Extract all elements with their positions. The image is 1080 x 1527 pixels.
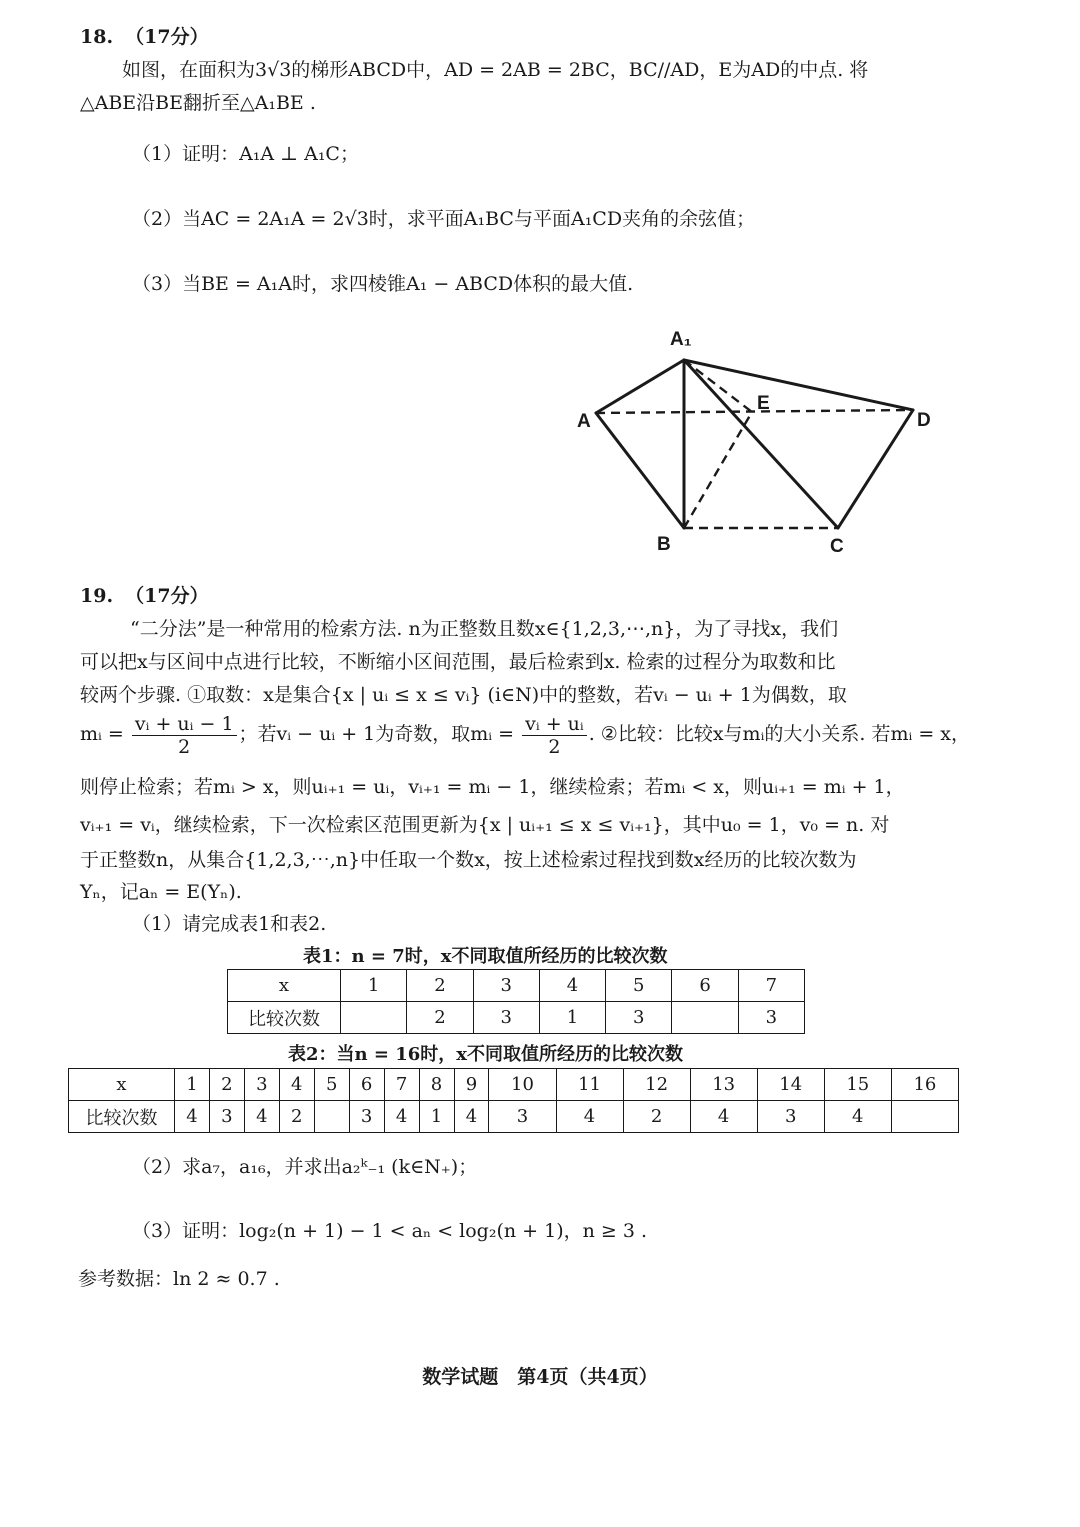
q19-line8: Yₙ，记aₙ = E(Yₙ). [80,881,242,903]
table2-x-6: 6 [349,1069,384,1101]
table2-row-count [69,1101,959,1133]
table2-count-3: 4 [244,1101,279,1133]
table2-x-13: 13 [690,1069,757,1101]
fraction-1 [132,713,237,758]
edge-a-b [596,413,684,528]
table2-count-7: 4 [384,1101,419,1133]
label-a1: A₁ [670,329,692,350]
table1-caption: 表1：n = 7时，x不同取值所经历的比较次数 [303,946,668,967]
table2-row-x [69,1069,959,1101]
table2-x-16: 16 [891,1069,958,1101]
table2-x-4: 4 [279,1069,314,1101]
table1-x-5: 5 [606,970,672,1002]
table2-x-5: 5 [314,1069,349,1101]
table2-x-12: 12 [623,1069,690,1101]
q19-part3: （3）证明：log₂(n + 1) − 1 < aₙ < log₂(n + 1)，n ≥ 3 . [132,1220,648,1242]
table2-header-x: x [69,1069,175,1101]
table2-count-8: 1 [419,1101,454,1133]
q18-number: 18. [80,26,114,48]
table2-count-13: 4 [690,1101,757,1133]
q19-line1: “二分法”是一种常用的检索方法. n为正整数且数x∈{1,2,3,⋯,n}，为了寻找x，我们 [130,618,839,640]
q19-line4-c: . ②比较：比较x与mᵢ的大小关系. 若mᵢ = x， [588,723,971,745]
table2-count-4: 2 [279,1101,314,1133]
table2-x-7: 7 [384,1069,419,1101]
q18-stem-line1: 如图，在面积为3√3的梯形ABCD中，AD = 2AB = 2BC，BC//AD，E为AD的中点. 将 [122,59,869,81]
fraction-1-denominator: 2 [178,735,191,758]
q19-score: （17分） [125,585,209,607]
q18-part3: （3）当BE = A₁A时，求四棱锥A₁ − ABCD体积的最大值. [132,273,634,295]
table2-x-9: 9 [454,1069,489,1101]
table2-count-9: 4 [454,1101,489,1133]
table1-count-3: 3 [473,1002,539,1034]
q19-number: 19. [80,585,114,607]
table2-count-14: 3 [757,1101,824,1133]
table1-count-1[interactable] [341,1002,407,1034]
table2-count-1: 4 [175,1101,210,1133]
table1-x-2: 2 [407,970,473,1002]
q19-line5: 则停止检索；若mᵢ > x，则uᵢ₊₁ = uᵢ，vᵢ₊₁ = mᵢ − 1，继续检索；若mᵢ < x，则uᵢ₊₁ = mᵢ + 1， [80,776,905,798]
label-a: A [577,411,591,432]
table2-x-15: 15 [824,1069,891,1101]
q19-header [80,584,209,608]
q18-figure [560,320,960,560]
edge-a-d-dashed [596,410,913,413]
q18-score: （17分） [125,26,209,48]
table2-count-16[interactable] [891,1101,958,1133]
label-c: C [830,536,844,557]
table1-count-6[interactable] [672,1002,738,1034]
edge-a1-d [684,360,913,410]
table1-x-3: 3 [473,970,539,1002]
table2-header-count: 比较次数 [69,1101,175,1133]
table2-count-2: 3 [209,1101,244,1133]
table2-x-1: 1 [175,1069,210,1101]
table1-count-4: 1 [539,1002,605,1034]
table1-count-5: 3 [606,1002,672,1034]
reference-data: 参考数据：ln 2 ≈ 0.7 . [78,1268,280,1290]
table1-header-count: 比较次数 [228,1002,341,1034]
table2-count-15: 4 [824,1101,891,1133]
label-e: E [757,393,770,414]
table1-count-7: 3 [738,1002,804,1034]
q19-line3: 较两个步骤. ①取数：x是集合{x | uᵢ ≤ x ≤ vᵢ} (i∈N)中的整数，若vᵢ − uᵢ + 1为偶数，取 [80,684,847,706]
table1-row-x [228,970,805,1002]
q18-part1: （1）证明：A₁A ⊥ A₁C； [132,143,359,165]
edge-a1-c [684,360,838,528]
edge-d-c [838,410,913,528]
table1-count-2: 2 [407,1002,473,1034]
q18-part2: （2）当AC = 2A₁A = 2√3时，求平面A₁BC与平面A₁CD夹角的余弦值； [132,208,756,230]
fraction-2-denominator: 2 [548,735,561,758]
label-b: B [657,534,671,555]
table2-count-6: 3 [349,1101,384,1133]
label-d: D [917,410,931,431]
q19-line2: 可以把x与区间中点进行比较，不断缩小区间范围，最后检索到x. 检索的过程分为取数和比 [80,651,836,673]
q19-line4-a: mᵢ = [80,723,130,745]
table2-caption: 表2：当n = 16时，x不同取值所经历的比较次数 [288,1044,684,1065]
table1-x-1: 1 [341,970,407,1002]
q18-stem-line2: △ABE沿BE翻折至△A₁BE . [80,92,316,114]
table2-count-5[interactable] [314,1101,349,1133]
table2-x-8: 8 [419,1069,454,1101]
fraction-1-numerator: vᵢ + uᵢ − 1 [132,713,237,736]
fraction-2-numerator: vᵢ + uᵢ [522,713,587,736]
table2-x-14: 14 [757,1069,824,1101]
table2-x-3: 3 [244,1069,279,1101]
table2-count-10: 3 [489,1101,556,1133]
page-footer: 数学试题 第4页（共4页） [422,1366,658,1388]
table1-x-6: 6 [672,970,738,1002]
table1-x-7: 7 [738,970,804,1002]
table2 [68,1068,959,1133]
q18-header [80,25,209,49]
table1 [227,969,805,1034]
q19-line4-b: ；若vᵢ − uᵢ + 1为奇数，取mᵢ = [238,723,521,745]
q19-line6: vᵢ₊₁ = vᵢ，继续检索，下一次检索区范围更新为{x | uᵢ₊₁ ≤ x ≤ vᵢ₊₁}，其中u₀ = 1，v₀ = n. 对 [80,814,890,836]
table2-count-12: 2 [623,1101,690,1133]
q19-line4 [80,712,970,758]
table1-x-4: 4 [539,970,605,1002]
table1-header-x: x [228,970,341,1002]
q19-part1: （1）请完成表1和表2. [132,913,327,935]
fraction-2 [522,713,587,758]
table1-row-count [228,1002,805,1034]
q19-part2: （2）求a₇，a₁₆，并求出a₂ᵏ₋₁ (k∈N₊)； [132,1156,478,1178]
q19-line7: 于正整数n，从集合{1,2,3,⋯,n}中任取一个数x，按上述检索过程找到数x经历的比较次数为 [80,849,857,871]
edge-a1-a [596,360,684,413]
table2-x-2: 2 [209,1069,244,1101]
table2-count-11: 4 [556,1101,623,1133]
table2-x-11: 11 [556,1069,623,1101]
edge-b-e-dashed [684,412,752,528]
table2-x-10: 10 [489,1069,556,1101]
